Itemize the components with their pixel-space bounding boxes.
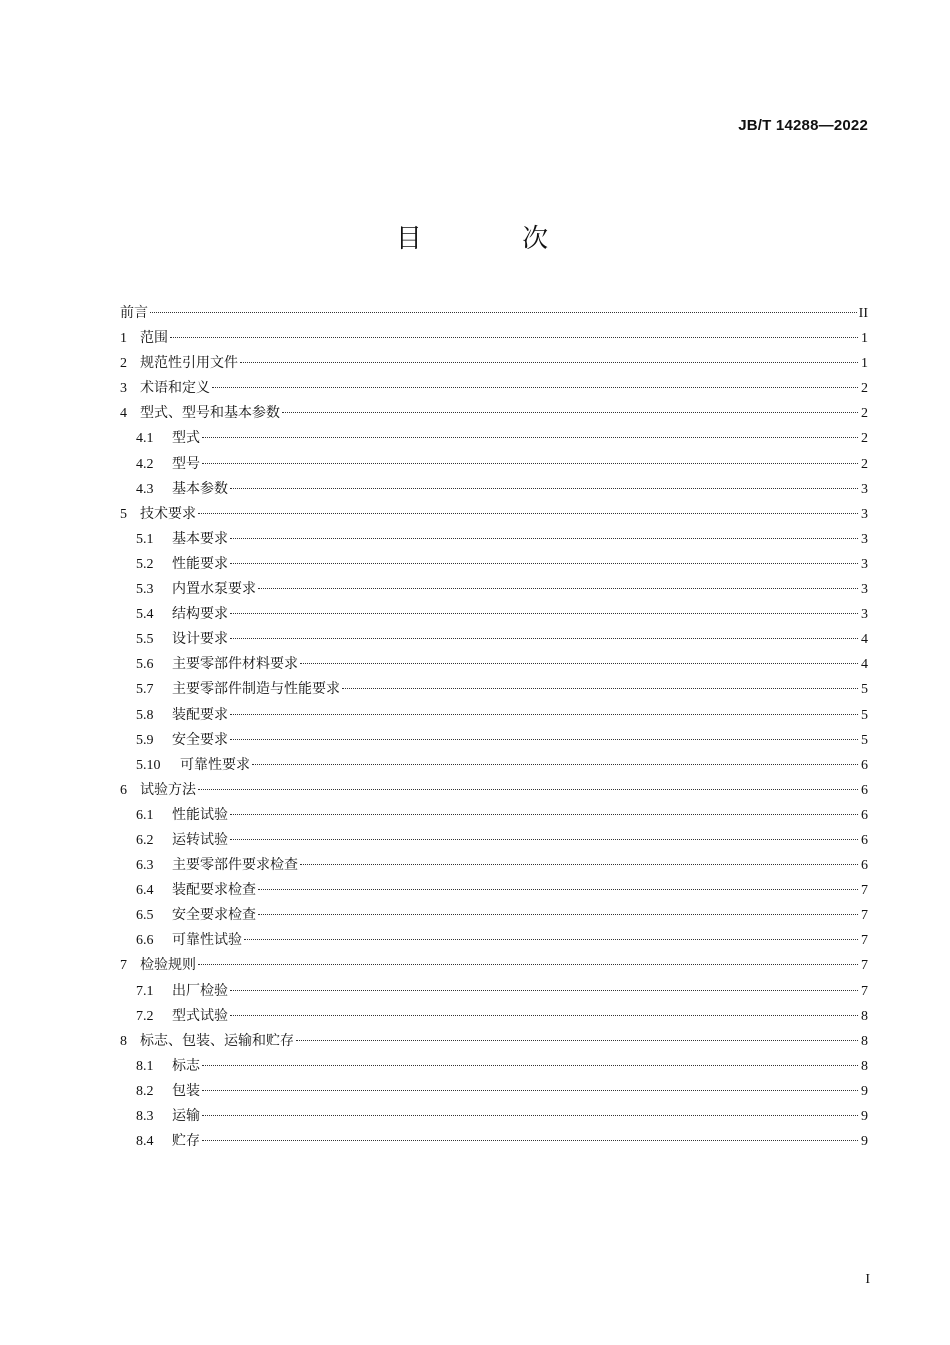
toc-entry-number: 6.5 [136, 908, 154, 924]
toc-entry-number: 5.5 [136, 632, 154, 648]
toc-entry[interactable] [120, 652, 868, 677]
toc-entry[interactable] [120, 1054, 868, 1079]
toc-entry-page: 7 [861, 983, 868, 999]
toc-entry-number: 5.4 [136, 607, 154, 623]
toc-entry-title: 安全要求 [172, 731, 228, 748]
toc-entry-page: 3 [861, 556, 868, 572]
toc-entry[interactable] [120, 577, 868, 602]
toc-entry-page: 8 [861, 1033, 868, 1049]
toc-entry[interactable] [120, 326, 868, 351]
toc-entry-page: 2 [861, 406, 868, 422]
toc-entry-number: 6.3 [136, 858, 154, 874]
page-title: 目 次 [395, 224, 595, 254]
toc-entry-page: 2 [861, 381, 868, 397]
toc-entry-page: 9 [861, 1083, 868, 1099]
toc-entry[interactable] [120, 552, 868, 577]
toc-entry-number: 8.4 [136, 1134, 154, 1150]
toc-leader-dots [342, 688, 858, 689]
toc-entry-page: 1 [861, 331, 868, 347]
toc-entry-page: 9 [861, 1134, 868, 1150]
toc-entry-title: 前言 [120, 305, 148, 321]
toc-entry-number: 1 [120, 331, 127, 347]
toc-entry-number: 5.7 [136, 682, 154, 698]
toc-entry[interactable] [120, 452, 868, 477]
toc-entry-page: 4 [861, 632, 868, 648]
table-of-contents [120, 301, 868, 1154]
toc-entry-title: 基本参数 [172, 480, 228, 497]
toc-entry-page: 5 [861, 707, 868, 723]
toc-entry-number: 2 [120, 356, 127, 372]
toc-entry-number: 8.3 [136, 1109, 154, 1124]
toc-leader-dots [230, 739, 858, 740]
toc-entry-title: 结构要求 [172, 606, 228, 623]
toc-leader-dots [170, 337, 858, 338]
toc-leader-dots [230, 563, 858, 564]
toc-entry[interactable] [120, 753, 868, 778]
toc-entry-number: 5.2 [136, 556, 154, 572]
toc-entry-page: 6 [861, 757, 868, 773]
toc-leader-dots [198, 513, 858, 514]
toc-leader-dots [230, 839, 858, 840]
toc-leader-dots [300, 663, 858, 664]
toc-entry-title: 检验规则 [140, 957, 196, 974]
toc-entry-number: 4.3 [136, 481, 154, 497]
toc-entry[interactable] [120, 728, 868, 753]
toc-entry-title: 安全要求检查 [172, 907, 256, 924]
toc-entry-page: 2 [861, 431, 868, 447]
toc-leader-dots [202, 1065, 858, 1066]
toc-entry-title: 型式、型号和基本参数 [140, 405, 280, 422]
toc-entry-number: 8.2 [136, 1083, 154, 1099]
toc-entry-page: 6 [861, 832, 868, 848]
toc-entry-page: 3 [861, 481, 868, 497]
toc-entry[interactable] [120, 778, 868, 803]
toc-leader-dots [296, 1040, 858, 1041]
toc-entry-number: 5.9 [136, 732, 154, 748]
toc-entry-title: 术语和定义 [140, 380, 210, 397]
toc-leader-dots [202, 1090, 858, 1091]
toc-entry-number: 4.1 [136, 431, 154, 447]
toc-entry[interactable] [120, 426, 868, 451]
toc-entry-title: 装配要求 [172, 706, 228, 723]
toc-entry[interactable] [120, 502, 868, 527]
toc-entry-number: 4.2 [136, 456, 154, 472]
toc-entry-title: 范围 [140, 330, 168, 347]
toc-entry-page: 3 [861, 531, 868, 547]
toc-entry-title: 出厂检验 [172, 982, 228, 999]
toc-entry[interactable] [120, 677, 868, 702]
toc-entry-number: 6.4 [136, 883, 154, 899]
toc-leader-dots [300, 864, 858, 865]
toc-entry-page: 4 [861, 657, 868, 673]
toc-leader-dots [230, 488, 858, 489]
toc-entry[interactable] [120, 1079, 868, 1104]
toc-entry-page: 3 [861, 607, 868, 623]
toc-entry-page: 8 [861, 1008, 868, 1024]
toc-entry-number: 6 [120, 782, 127, 798]
toc-entry-title: 规范性引用文件 [140, 355, 238, 372]
toc-entry-page: 3 [861, 582, 868, 598]
toc-entry[interactable] [120, 953, 868, 978]
toc-entry[interactable] [120, 1029, 868, 1054]
page-number: I [865, 1272, 870, 1287]
toc-leader-dots [202, 1140, 858, 1141]
toc-entry-number: 7 [120, 958, 127, 974]
toc-entry-title: 可靠性试验 [172, 932, 242, 949]
toc-entry[interactable] [120, 979, 868, 1004]
toc-entry[interactable] [120, 1104, 868, 1129]
toc-entry[interactable] [120, 376, 868, 401]
toc-leader-dots [202, 437, 858, 438]
toc-entry-page: 2 [861, 456, 868, 472]
toc-entry-number: 7.1 [136, 983, 154, 999]
toc-entry[interactable] [120, 853, 868, 878]
toc-entry-page: 6 [861, 782, 868, 798]
toc-entry-number: 5.10 [136, 757, 161, 773]
toc-entry-title: 型式 [172, 430, 200, 447]
toc-entry-page: 7 [861, 958, 868, 974]
toc-entry-title: 标志、包装、运输和贮存 [140, 1032, 294, 1049]
toc-entry-title: 运转试验 [172, 831, 228, 848]
toc-leader-dots [230, 538, 858, 539]
toc-entry-title: 型式试验 [172, 1007, 228, 1024]
toc-leader-dots [282, 412, 858, 413]
toc-entry-number: 5.1 [136, 531, 154, 547]
toc-leader-dots [240, 362, 858, 363]
toc-entry-number: 4 [120, 406, 127, 422]
toc-leader-dots [230, 613, 858, 614]
toc-entry-page: 6 [861, 858, 868, 874]
toc-entry-number: 8 [120, 1033, 127, 1049]
toc-entry-title: 性能试验 [172, 806, 228, 823]
toc-entry-number: 5 [120, 506, 127, 522]
toc-leader-dots [202, 463, 858, 464]
toc-entry-number: 6.2 [136, 832, 154, 848]
toc-entry-title: 贮存 [172, 1133, 200, 1150]
toc-entry-page: 5 [861, 682, 868, 698]
toc-entry[interactable] [120, 527, 868, 552]
toc-entry[interactable] [120, 903, 868, 928]
toc-entry-title: 设计要求 [172, 631, 228, 648]
toc-entry-page: 8 [861, 1058, 868, 1074]
toc-entry-page: 7 [861, 908, 868, 924]
toc-entry-number: 8.1 [136, 1058, 154, 1074]
toc-entry-number: 5.6 [136, 657, 154, 673]
toc-leader-dots [230, 1015, 858, 1016]
toc-entry-page: 6 [861, 807, 868, 823]
toc-leader-dots [258, 914, 858, 915]
toc-leader-dots [230, 814, 858, 815]
toc-entry-title: 可靠性要求 [180, 756, 250, 773]
toc-entry[interactable] [120, 351, 868, 376]
toc-entry-number: 6.6 [136, 933, 154, 949]
toc-entry-number: 5.3 [136, 582, 154, 598]
toc-entry-page: II [858, 306, 868, 321]
toc-entry[interactable] [120, 1004, 868, 1029]
toc-entry-page: 7 [861, 933, 868, 949]
toc-entry-title: 基本要求 [172, 530, 228, 547]
toc-leader-dots [252, 764, 858, 765]
toc-entry-page: 7 [861, 883, 868, 899]
toc-entry-number: 5.8 [136, 707, 154, 723]
toc-entry[interactable] [120, 878, 868, 903]
toc-entry-title: 包装 [172, 1082, 200, 1099]
toc-entry-number: 6.1 [136, 807, 154, 823]
toc-entry-page: 9 [861, 1109, 868, 1124]
toc-entry-title: 技术要求 [140, 505, 196, 522]
toc-leader-dots [150, 312, 857, 313]
toc-entry-title: 试验方法 [140, 781, 196, 798]
toc-entry-page: 5 [861, 732, 868, 748]
toc-entry-title: 内置水泵要求 [172, 581, 256, 598]
toc-entry[interactable] [120, 803, 868, 828]
toc-entry-title: 型号 [172, 455, 200, 472]
toc-leader-dots [258, 588, 858, 589]
toc-entry-title: 性能要求 [172, 555, 228, 572]
toc-leader-dots [230, 638, 858, 639]
toc-entry-title: 装配要求检查 [172, 882, 256, 899]
toc-entry-title: 主要零部件要求检查 [172, 857, 298, 874]
toc-leader-dots [258, 889, 858, 890]
toc-entry-title: 标志 [172, 1057, 200, 1074]
toc-leader-dots [198, 964, 858, 965]
toc-entry[interactable] [120, 301, 868, 326]
toc-entry[interactable] [120, 1129, 868, 1154]
toc-entry-title: 主要零部件制造与性能要求 [172, 681, 340, 698]
toc-entry[interactable] [120, 828, 868, 853]
toc-entry-title: 主要零部件材料要求 [172, 656, 298, 673]
toc-entry[interactable] [120, 401, 868, 426]
toc-entry-number: 7.2 [136, 1008, 154, 1024]
toc-leader-dots [244, 939, 858, 940]
toc-leader-dots [230, 990, 858, 991]
toc-entry[interactable] [120, 703, 868, 728]
standard-code: JB/T 14288—2022 [738, 117, 868, 134]
toc-entry-page: 3 [861, 506, 868, 522]
toc-entry-title: 运输 [172, 1108, 200, 1124]
toc-entry[interactable] [120, 477, 868, 502]
toc-entry-page: 1 [861, 356, 868, 372]
toc-entry-number: 3 [120, 381, 127, 397]
toc-entry[interactable] [120, 602, 868, 627]
toc-leader-dots [198, 789, 858, 790]
toc-leader-dots [230, 714, 858, 715]
toc-leader-dots [212, 387, 858, 388]
toc-leader-dots [202, 1115, 858, 1116]
toc-entry[interactable] [120, 627, 868, 652]
toc-entry[interactable] [120, 928, 868, 953]
